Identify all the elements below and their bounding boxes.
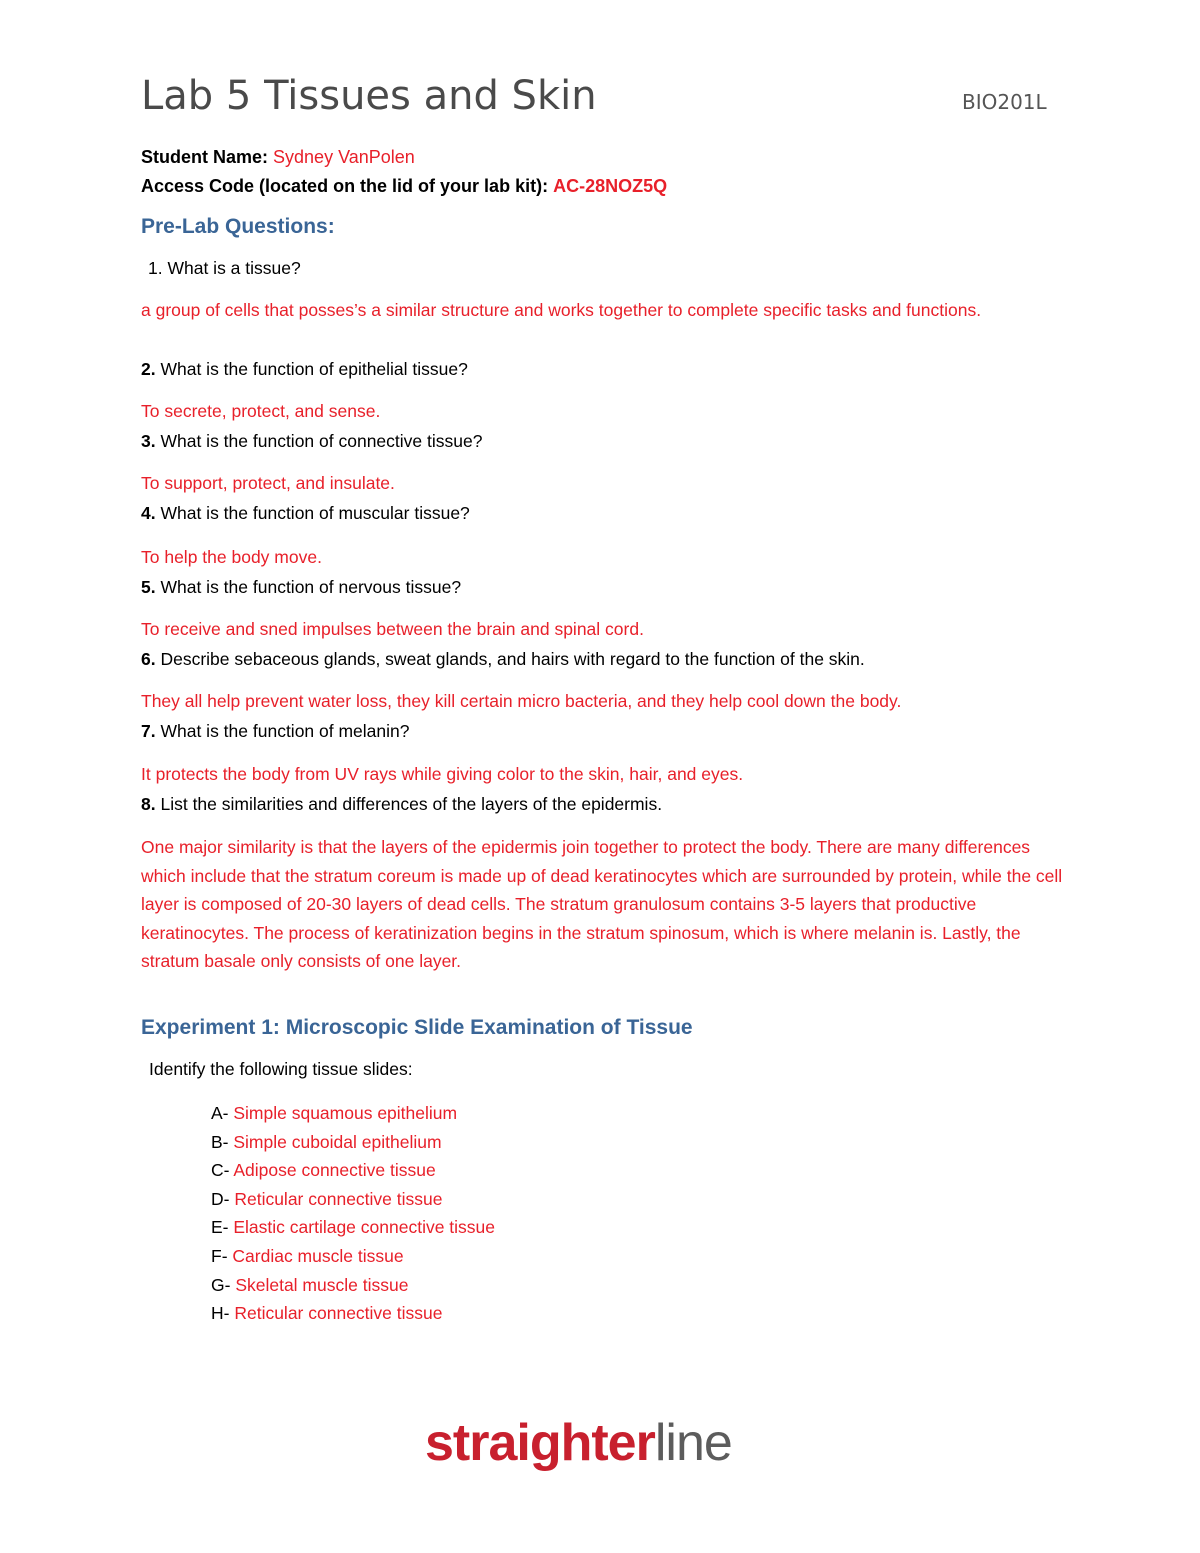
question-number: 7. (141, 721, 156, 741)
answer-2: To secrete, protect, and sense. (141, 401, 381, 421)
answer-4: To help the body move. (141, 547, 322, 567)
question-text: What is the function of epithelial tissue? (155, 359, 468, 379)
answer-8: One major similarity is that the layers of the epidermis join together to protect the body. There are many differences which include that the stratum coreum is made up of dead keratinocytes which are surrounded by protein, while the cell layer is composed of 20-30 layers of dead cells. The stratum granulosum contains 3-5 layers that productive keratinocytes. The process of keratinization begins in the stratum spinosum, which is where melanin is. Lastly, the stratum basale only consists of one layer. (141, 837, 1063, 972)
slide-answer: Simple squamous epithelium (228, 1103, 458, 1123)
student-name-row (141, 145, 415, 169)
question-number: 8. (141, 794, 156, 814)
experiment-instruction: Identify the following tissue slides: (149, 1059, 413, 1079)
question-number: 1. (148, 258, 163, 278)
slide-answer: Reticular connective tissue (229, 1303, 443, 1324)
question-number: 3. (141, 431, 156, 451)
slide-list (211, 1099, 495, 1328)
question-2 (141, 357, 468, 381)
question-number: 6. (141, 649, 156, 669)
question-text: What is a tissue? (162, 258, 301, 278)
slide-letter: F- (211, 1245, 228, 1266)
question-7 (141, 719, 410, 743)
slide-item-f (211, 1242, 495, 1271)
slide-answer: Simple cuboidal epithelium (228, 1131, 442, 1152)
slide-letter: E- (211, 1217, 229, 1238)
question-1 (148, 256, 301, 280)
question-text: Describe sebaceous glands, sweat glands, and hairs with regard to the function of the skin. (155, 649, 865, 669)
question-text: What is the function of muscular tissue? (155, 503, 470, 523)
slide-letter: G- (211, 1274, 231, 1295)
slide-answer: Elastic cartilage connective tissue (228, 1217, 496, 1238)
question-8 (141, 792, 662, 816)
slide-item-d (211, 1185, 495, 1214)
slide-item-b (211, 1128, 495, 1157)
question-number: 5. (141, 577, 156, 597)
slide-answer: Cardiac muscle tissue (227, 1245, 404, 1266)
question-text: What is the function of melanin? (155, 721, 410, 741)
question-3 (141, 429, 482, 453)
student-name-value: Sydney VanPolen (273, 147, 415, 167)
slide-letter: H- (211, 1303, 230, 1324)
question-number: 2. (141, 359, 156, 379)
logo-part-line: line (654, 1414, 732, 1472)
logo-part-straighter: straighter (425, 1414, 655, 1472)
answer-3: To support, protect, and insulate. (141, 473, 395, 493)
slide-item-a (211, 1099, 495, 1128)
slide-letter: D- (211, 1188, 230, 1209)
slide-answer: Skeletal muscle tissue (230, 1274, 409, 1295)
experiment-heading: Experiment 1: Microscopic Slide Examination of Tissue (141, 1016, 693, 1039)
access-code-value: AC-28NOZ5Q (553, 176, 668, 196)
slide-item-g (211, 1271, 495, 1300)
question-6 (141, 647, 865, 671)
question-text: What is the function of nervous tissue? (155, 577, 462, 597)
slide-letter: B- (211, 1131, 229, 1152)
slide-item-c (211, 1156, 495, 1185)
question-text: List the similarities and differences of the layers of the epidermis. (155, 794, 663, 814)
answer-5: To receive and sned impulses between the brain and spinal cord. (141, 619, 644, 639)
answer-7: It protects the body from UV rays while giving color to the skin, hair, and eyes. (141, 764, 744, 784)
answer-1: a group of cells that posses’s a similar structure and works together to complete specific tasks and functions. (141, 300, 982, 320)
slide-item-h (211, 1299, 495, 1328)
slide-item-e (211, 1213, 495, 1242)
course-code: BIO201L (962, 90, 1047, 114)
question-number: 4. (141, 503, 156, 523)
prelab-heading: Pre-Lab Questions: (141, 215, 335, 238)
question-4 (141, 501, 470, 525)
answer-6: They all help prevent water loss, they kill certain micro bacteria, and they help cool down the body. (141, 691, 902, 711)
straighterline-logo (425, 1408, 732, 1478)
slide-answer: Reticular connective tissue (229, 1188, 443, 1209)
access-code-row (141, 174, 667, 198)
question-text: What is the function of connective tissue? (155, 431, 483, 451)
student-name-label: Student Name: (141, 147, 269, 167)
slide-answer: Adipose connective tissue (229, 1160, 436, 1181)
question-5 (141, 575, 461, 599)
slide-letter: A- (211, 1103, 229, 1123)
slide-letter: C- (211, 1160, 230, 1181)
access-code-label: Access Code (located on the lid of your lab kit): (141, 176, 549, 196)
page-title: Lab 5 Tissues and Skin (141, 73, 597, 119)
